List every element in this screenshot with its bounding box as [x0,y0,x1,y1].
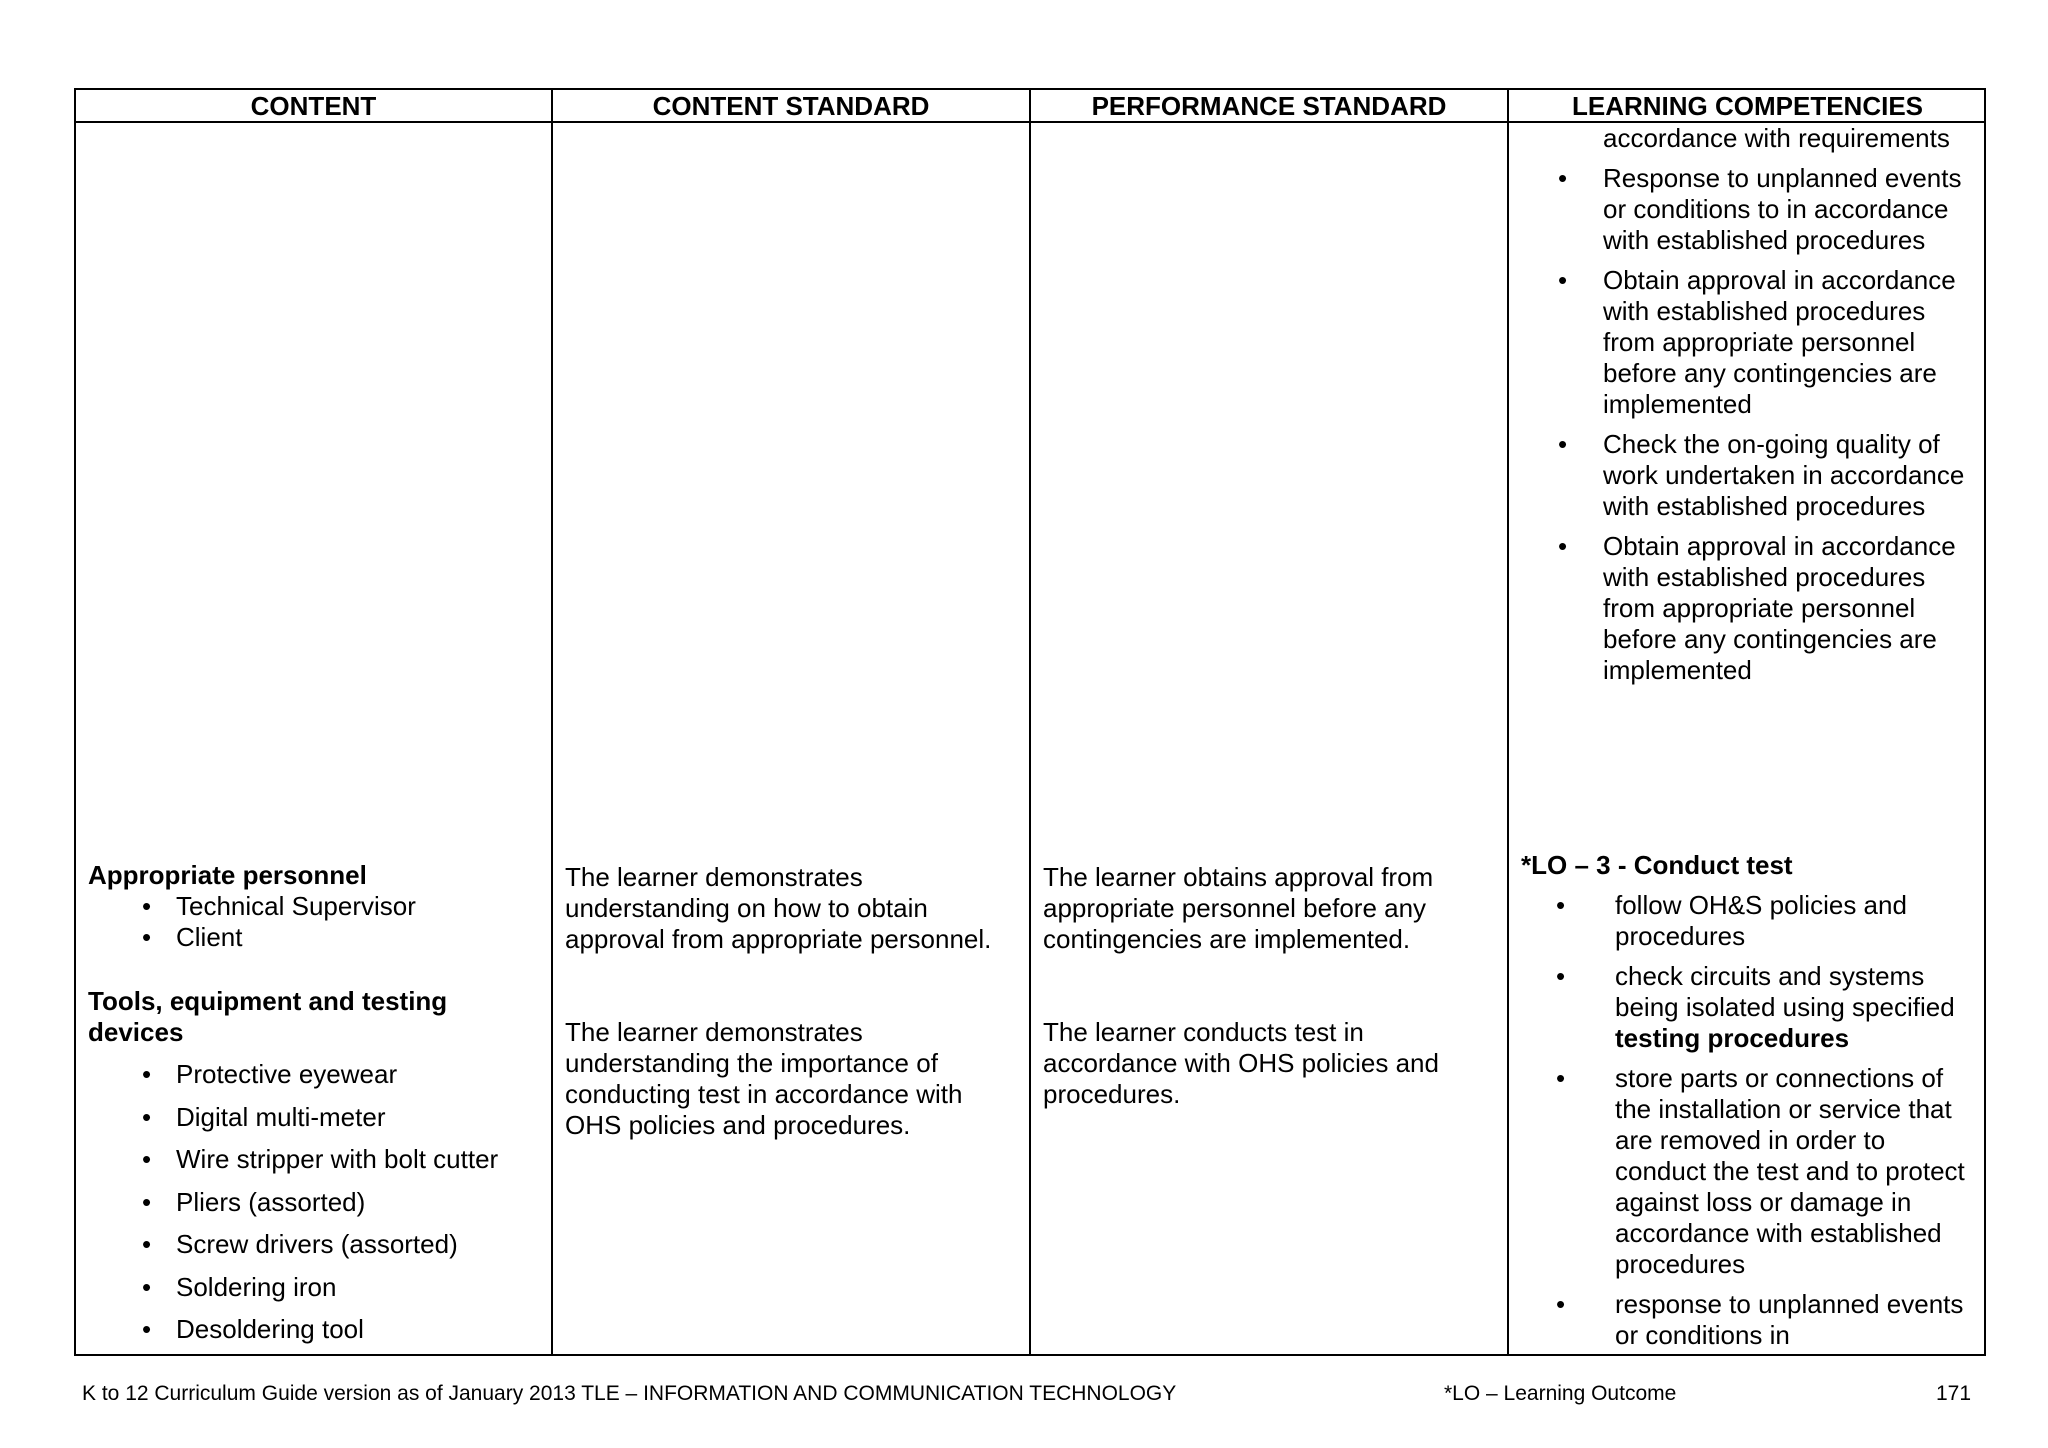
list-item: • Digital multi-meter [88,1102,543,1133]
lo3-title: *LO – 3 - Conduct test [1521,850,1793,880]
competencies-continued [1509,123,1979,695]
footer-title: K to 12 Curriculum Guide version as of January 2013 TLE – INFORMATION AND COMMUNICATION TECHNOLOGY [82,1382,1177,1405]
curriculum-table [74,88,1986,1356]
list-item: • Response to unplanned events or conditions to in accordance with established procedures [1509,163,1979,256]
continued-line: accordance with requirements [1603,123,1950,153]
group-title-personnel: Appropriate personnel [88,860,367,890]
page-number: 171 [1936,1382,1972,1405]
list-item: • follow OH&S policies and procedures [1521,890,1981,952]
header-performance-standard: PERFORMANCE STANDARD [1091,91,1447,121]
list-item: • Wire stripper with bolt cutter [88,1144,543,1175]
header-content: CONTENT [250,91,377,121]
group-title-tools-line2: devices [88,1017,184,1047]
performance-standard-block-1: The learner obtains approval from appropriate personnel before any contingencies are implemented. [1043,862,1434,954]
column-divider [1029,90,1031,1354]
list-item: • Pliers (assorted) [88,1187,543,1218]
list-item-bold-text: testing procedures [1615,1023,1850,1053]
list-item: • store parts or connections of the installation or service that are removed in order to conduct the test and to protect against loss or damage in accordance with established procedures [1521,1063,1981,1280]
column-divider [551,90,553,1354]
list-item: • Screw drivers (assorted) [88,1229,543,1260]
content-standard-block-2: The learner demonstrates understanding the importance of conducting test in accordance with OHS policies and procedures. [565,1017,963,1140]
header-learning-competencies: LEARNING COMPETENCIES [1571,91,1924,121]
group-title-tools-line1: Tools, equipment and testing [88,986,448,1016]
list-item: • Soldering iron [88,1272,543,1303]
footer-legend: *LO – Learning Outcome [1444,1382,1677,1405]
content-cell [88,860,543,1357]
list-item: • Desoldering tool [88,1314,543,1345]
list-item: • Technical Supervisor [88,891,543,922]
list-item: • Check the on-going quality of work undertaken in accordance with established procedures [1509,429,1979,522]
list-item: • Client [88,922,543,953]
content-standard-block-1: The learner demonstrates understanding on how to obtain approval from appropriate personnel. [565,862,992,954]
list-item: • Obtain approval in accordance with established procedures from appropriate personnel before any contingencies are implemented [1509,265,1979,420]
list-item-text: check circuits and systems being isolated using specified [1615,961,1955,1022]
list-item: • Protective eyewear [88,1059,543,1090]
lo3-cell [1521,850,1981,1360]
list-item: • response to unplanned events or conditions in [1521,1289,1981,1351]
list-item: • Obtain approval in accordance with established procedures from appropriate personnel before any contingencies are implemented [1509,531,1979,686]
performance-standard-block-2: The learner conducts test in accordance with OHS policies and procedures. [1043,1017,1439,1109]
header-content-standard: CONTENT STANDARD [652,91,930,121]
list-item [1521,961,1981,1054]
